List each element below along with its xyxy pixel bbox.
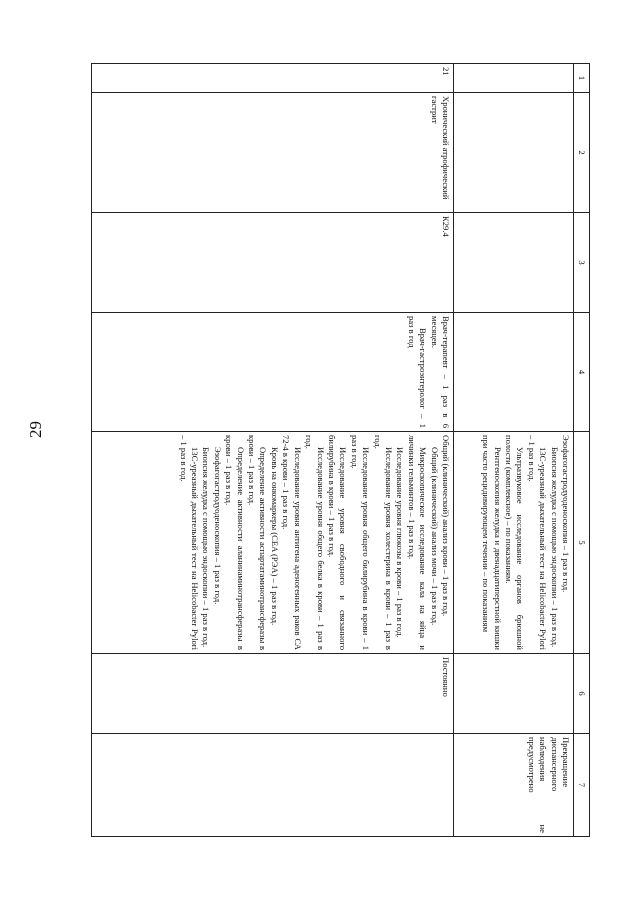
continuation-row — [454, 64, 574, 837]
column-number: 1 — [574, 64, 590, 93]
exam-line: Исследование уровня глюкозы в крови – 1 раз в год. — [395, 447, 406, 638]
exam-line: Микроскопическое исследование кала на яйца и личинки гельминтов – 1 раз в год. — [406, 435, 429, 650]
column-number: 2 — [574, 93, 590, 213]
column-number-row — [574, 64, 590, 837]
exam-line: Исследование уровня антигена аденогенных раков СА 72-4 в крови – 1 раз в год. — [281, 435, 303, 650]
column-number: 3 — [574, 213, 590, 313]
page-number: 29 — [26, 421, 45, 438]
column-number: 5 — [574, 432, 590, 654]
empty-cell — [454, 64, 574, 93]
exam-line: Эзофагогастродуоденоскопия – 1 раз в год. — [561, 435, 571, 593]
exam-line: Биопсия желудка с помощью эндоскопии – 1 раз в год. — [201, 447, 212, 648]
empty-cell — [92, 734, 454, 837]
rotated-page-content — [91, 63, 590, 836]
exam-line: Определение активности аланинаминотрансферазы в крови – 1 раз в год. — [224, 435, 246, 650]
diagnosis-cell: Хронический атрофический гастрит — [92, 93, 454, 213]
frequency-cell: Постоянно — [92, 654, 454, 734]
termination-note: Прекращение диспансерного наблюдения не предусмотрено — [454, 734, 574, 837]
continuation-exams-cell — [454, 432, 574, 654]
exams-cell — [92, 432, 454, 654]
exam-line: 13С-уреазный дыхательный тест на Helicobacter Pylori – 1 раз в год. — [526, 435, 549, 650]
exam-line: Кровь на онкомаркеры (CEA (РЭА) – 1 раз в год. — [269, 447, 280, 626]
exam-line: Эзофагогастродуоденоскопия – 1 раз в год. — [212, 447, 223, 605]
column-number: 4 — [574, 313, 590, 432]
exam-line: Общий (клинический) анализ мочи – 1 раз в год. — [429, 447, 440, 626]
empty-cell — [454, 93, 574, 213]
empty-cell — [454, 213, 574, 313]
doctors-cell — [92, 313, 454, 432]
row-number: 21 — [92, 64, 454, 93]
icd-code-cell: К29.4 — [92, 213, 454, 313]
exam-line: Ультразвуковое исследование органов брюшной полости (комплексное) – по показаниям. — [503, 435, 526, 650]
empty-cell — [454, 313, 574, 432]
exam-line: Исследование уровня общего белка в крови – 1 раз в год. — [304, 435, 326, 650]
exam-line: Общий (клинический) анализ крови – 1 раз в год. — [441, 435, 451, 617]
doctor-line: Врач-гастроэнтеролог – 1 раз в год — [406, 316, 429, 428]
empty-cell — [454, 654, 574, 734]
exam-line: 13С-уреазный дыхательный тест на Helicobacter Pylori – 1 раз в год. — [178, 435, 201, 650]
table-row — [92, 64, 454, 837]
column-number: 6 — [574, 654, 590, 734]
exam-line: Исследование уровня холестерина в крови – 1 раз в год. — [372, 435, 394, 650]
exam-line: Биопсия желудка с помощью эндоскопии – 1 раз в год. — [549, 447, 560, 648]
exam-line: Исследование уровня свободного и связанного билирубина в крови – 1 раз в год. — [326, 435, 349, 650]
column-number: 7 — [574, 734, 590, 837]
exam-line: Определение активности аспартатаминотрансферазы в крови – 1 раз в год. — [247, 435, 269, 650]
dispensary-table — [91, 63, 590, 837]
exam-line: Рентгеноскопия желудка и двенадцатиперстной кишки при часто рецидивирующем течении – по показаниям — [481, 435, 503, 650]
exam-line: Исследование уровня общего билирубина в крови – 1 раз в год. — [349, 435, 372, 650]
doctor-line: Врач-терапевт – 1 раз в 6 месяцев. — [429, 316, 451, 428]
